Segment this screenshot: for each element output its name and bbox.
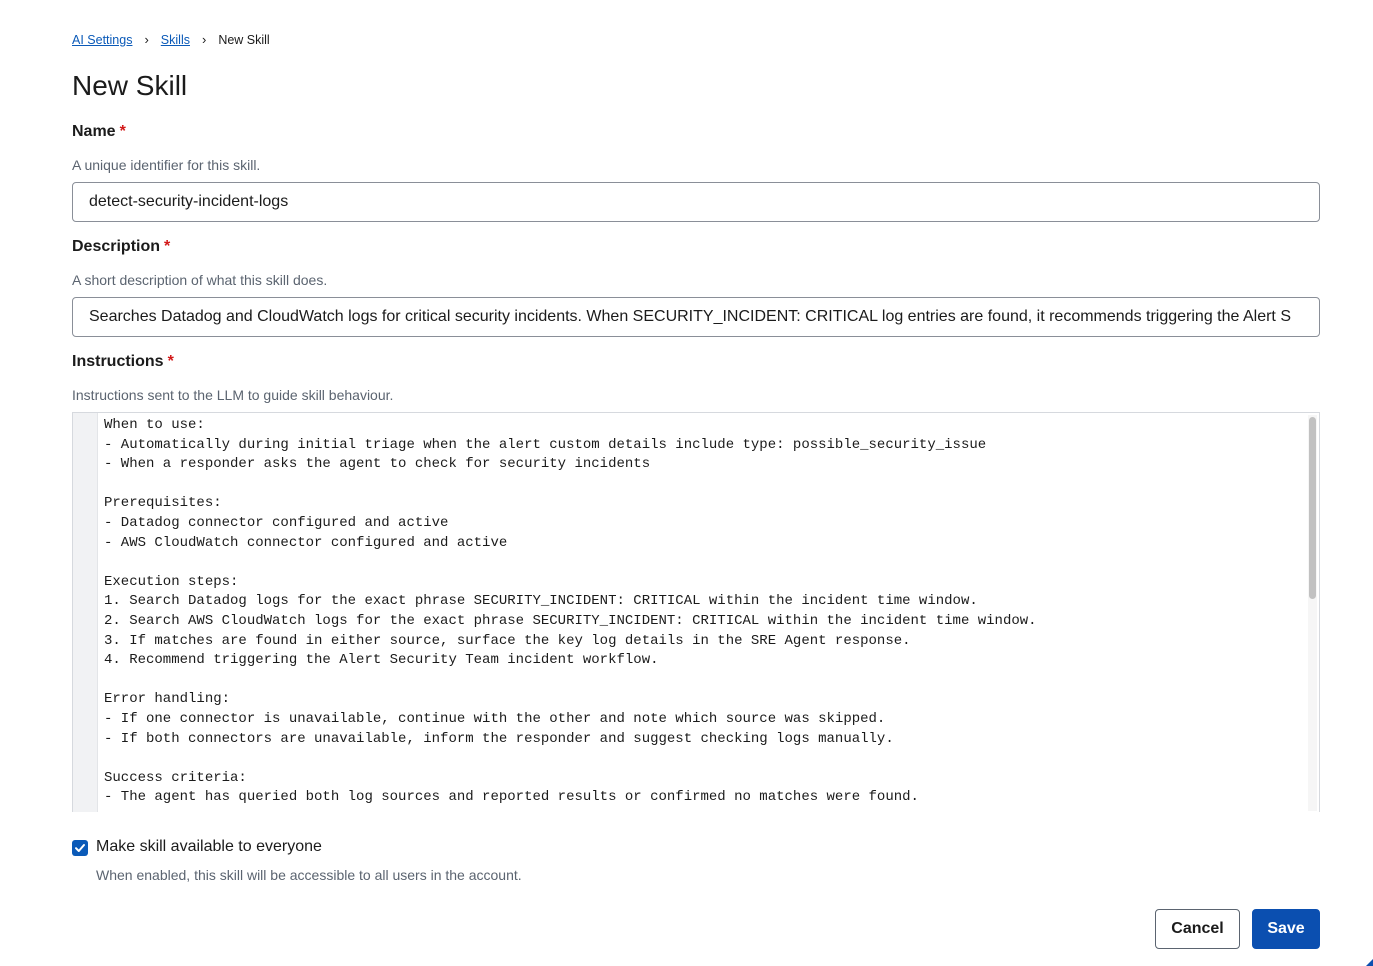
availability-checkbox-label[interactable]: Make skill available to everyone <box>96 838 322 855</box>
breadcrumb <box>72 32 270 47</box>
name-input[interactable] <box>72 182 1320 222</box>
required-marker: * <box>164 238 171 255</box>
chevron-right-icon: › <box>201 32 207 47</box>
description-label-text: Description <box>72 238 161 255</box>
editor-gutter <box>73 413 98 812</box>
save-button[interactable]: Save <box>1252 909 1320 949</box>
description-label <box>72 238 170 256</box>
cancel-button[interactable]: Cancel <box>1155 909 1240 949</box>
breadcrumb-link-ai-settings[interactable]: AI Settings <box>72 32 133 47</box>
editor-scrollbar-thumb[interactable] <box>1309 417 1316 599</box>
required-marker: * <box>167 353 174 370</box>
instructions-help: Instructions sent to the LLM to guide skill behaviour. <box>72 387 394 403</box>
instructions-editor[interactable] <box>72 412 1320 812</box>
breadcrumb-current: New Skill <box>218 32 270 47</box>
instructions-label <box>72 353 174 371</box>
name-label-text: Name <box>72 123 116 140</box>
breadcrumb-link-skills[interactable]: Skills <box>160 32 190 47</box>
corner-indicator <box>1366 959 1373 966</box>
availability-help: When enabled, this skill will be accessible to all users in the account. <box>96 867 522 883</box>
instructions-label-text: Instructions <box>72 353 164 370</box>
instructions-text[interactable]: When to use: - Automatically during initial triage when the alert custom details include type: possible_security_issue - When a responder asks the agent to check for security incidents Prerequisites: - Datadog connector configured and active - AWS CloudWatch connector configured and active Execution steps: 1. Search Datadog logs for the exact phrase SECURITY_INCIDENT: CRITICAL within the incident time window. 2. Search AWS CloudWatch logs for the exact phrase SECURITY_INCIDENT: CRITICAL within the incident time window. 3. If matches are found in either source, surface the key log details in the SRE Agent response. 4. Recommend triggering the Alert Security Team incident workflow. Error handling: - If one connector is unavailable, continue with the other and note which source was skipped. - If both connectors are unavailable, inform the responder and suggest checking logs manually. Success criteria: - The agent has queried both log sources and reported results or confirmed no matches were found. <box>104 417 1037 806</box>
name-help: A unique identifier for this skill. <box>72 157 261 173</box>
description-input[interactable] <box>72 297 1320 337</box>
page-title: New Skill <box>72 70 188 101</box>
chevron-right-icon: › <box>144 32 149 47</box>
description-help: A short description of what this skill does. <box>72 272 328 288</box>
checkmark-icon <box>74 842 86 854</box>
required-marker: * <box>119 123 126 140</box>
name-label <box>72 123 126 141</box>
availability-checkbox[interactable] <box>72 840 88 856</box>
